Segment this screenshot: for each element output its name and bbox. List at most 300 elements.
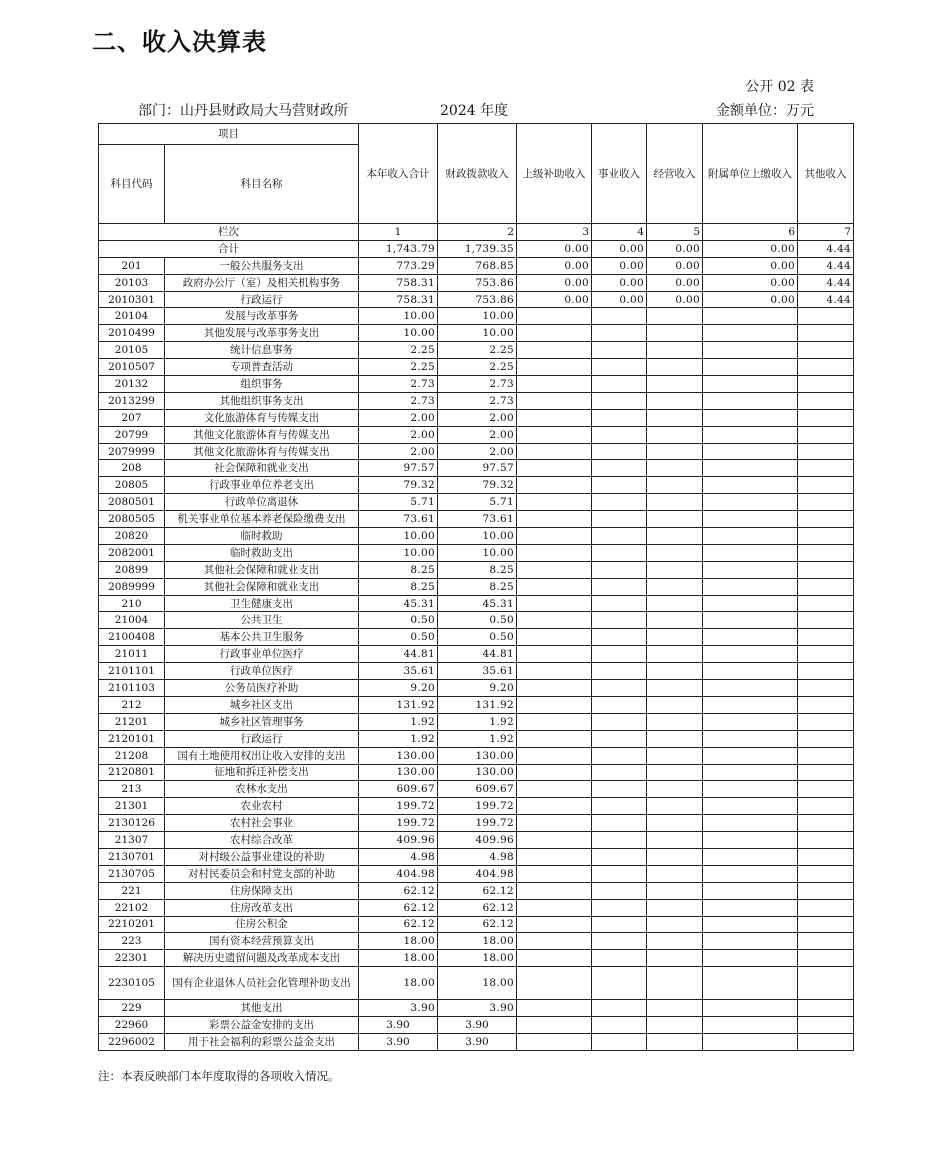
- row-value-4: [592, 730, 647, 747]
- row-value-2: 8.25: [438, 561, 517, 578]
- row-value-4: [592, 325, 647, 342]
- row-name: 城乡社区支出: [165, 696, 359, 713]
- row-value-4: [592, 392, 647, 409]
- row-code: 2082001: [99, 544, 165, 561]
- row-value-7: [798, 747, 854, 764]
- row-value-3: [517, 713, 592, 730]
- table-row: [99, 865, 854, 882]
- row-value-7: [798, 848, 854, 865]
- table-row: [99, 578, 854, 595]
- row-value-6: [703, 967, 798, 1000]
- row-value-4: [592, 544, 647, 561]
- row-code: 2120801: [99, 764, 165, 781]
- row-value-5: [647, 680, 703, 697]
- row-value-7: [798, 494, 854, 511]
- row-value-6: [703, 460, 798, 477]
- row-value-1: 79.32: [359, 477, 438, 494]
- row-code: 20799: [99, 426, 165, 443]
- row-value-2: 2.00: [438, 443, 517, 460]
- page-title: 二、收入决算表: [92, 28, 267, 56]
- total-value-3: 0.00: [517, 240, 592, 257]
- header-col-3: 上级补助收入: [517, 124, 592, 224]
- row-value-4: [592, 933, 647, 950]
- row-value-2: 130.00: [438, 747, 517, 764]
- row-value-3: [517, 477, 592, 494]
- row-value-4: [592, 916, 647, 933]
- row-value-4: 0.00: [592, 257, 647, 274]
- row-name: 机关事业单位基本养老保险缴费支出: [165, 511, 359, 528]
- row-value-5: [647, 308, 703, 325]
- row-name: 国有土地使用权出让收入安排的支出: [165, 747, 359, 764]
- row-value-7: [798, 899, 854, 916]
- row-value-2: 2.25: [438, 359, 517, 376]
- total-value-1: 1,743.79: [359, 240, 438, 257]
- row-name: 统计信息事务: [165, 342, 359, 359]
- row-value-2: 409.96: [438, 832, 517, 849]
- footnote: 注：本表反映部门本年度取得的各项收入情况。: [98, 1069, 340, 1083]
- row-code: 20805: [99, 477, 165, 494]
- row-value-5: 0.00: [647, 274, 703, 291]
- header-col-1: 本年收入合计: [359, 124, 438, 224]
- row-value-1: 2.73: [359, 392, 438, 409]
- table-row: [99, 815, 854, 832]
- row-value-2: 1.92: [438, 730, 517, 747]
- row-code: 2230105: [99, 967, 165, 1000]
- row-name: 行政运行: [165, 291, 359, 308]
- row-value-1: 3.90: [359, 1033, 438, 1050]
- row-value-2: 35.61: [438, 663, 517, 680]
- row-value-7: [798, 443, 854, 460]
- row-value-6: [703, 832, 798, 849]
- table-body: [99, 257, 854, 1050]
- row-value-6: [703, 663, 798, 680]
- row-value-6: [703, 680, 798, 697]
- row-code: 20104: [99, 308, 165, 325]
- row-value-1: 18.00: [359, 933, 438, 950]
- row-value-1: 3.90: [359, 1017, 438, 1034]
- row-value-5: [647, 899, 703, 916]
- row-value-5: [647, 933, 703, 950]
- row-value-6: [703, 1033, 798, 1050]
- row-value-6: [703, 781, 798, 798]
- table-row: [99, 426, 854, 443]
- row-value-1: 10.00: [359, 325, 438, 342]
- row-value-6: [703, 933, 798, 950]
- table-row: [99, 477, 854, 494]
- row-value-5: [647, 1000, 703, 1017]
- row-value-1: 130.00: [359, 747, 438, 764]
- row-value-2: 62.12: [438, 916, 517, 933]
- row-value-5: [647, 730, 703, 747]
- row-value-4: 0.00: [592, 274, 647, 291]
- row-value-6: [703, 916, 798, 933]
- row-value-3: [517, 882, 592, 899]
- row-value-4: [592, 426, 647, 443]
- row-code: 2120101: [99, 730, 165, 747]
- row-value-6: [703, 798, 798, 815]
- row-value-1: 10.00: [359, 528, 438, 545]
- row-value-7: [798, 477, 854, 494]
- row-code: 2089999: [99, 578, 165, 595]
- row-value-3: [517, 325, 592, 342]
- row-name: 行政运行: [165, 730, 359, 747]
- row-value-5: [647, 561, 703, 578]
- row-value-6: [703, 1017, 798, 1034]
- row-value-1: 10.00: [359, 544, 438, 561]
- table-row: [99, 325, 854, 342]
- row-value-5: [647, 848, 703, 865]
- row-value-4: [592, 409, 647, 426]
- row-code: 2296002: [99, 1033, 165, 1050]
- row-value-7: [798, 696, 854, 713]
- row-code: 2010507: [99, 359, 165, 376]
- row-value-1: 5.71: [359, 494, 438, 511]
- row-value-4: 0.00: [592, 291, 647, 308]
- row-value-6: [703, 494, 798, 511]
- row-value-4: [592, 460, 647, 477]
- row-code: 20105: [99, 342, 165, 359]
- row-value-1: 758.31: [359, 291, 438, 308]
- row-value-6: [703, 646, 798, 663]
- row-value-7: [798, 1000, 854, 1017]
- row-value-3: [517, 680, 592, 697]
- row-value-2: 199.72: [438, 815, 517, 832]
- row-code: 21004: [99, 612, 165, 629]
- row-value-7: [798, 578, 854, 595]
- row-value-1: 2.00: [359, 426, 438, 443]
- row-value-7: [798, 950, 854, 967]
- row-value-2: 768.85: [438, 257, 517, 274]
- row-value-7: [798, 832, 854, 849]
- row-value-4: [592, 561, 647, 578]
- row-value-2: 609.67: [438, 781, 517, 798]
- row-value-3: [517, 595, 592, 612]
- total-label: 合计: [99, 240, 359, 257]
- row-value-6: [703, 477, 798, 494]
- row-value-5: [647, 528, 703, 545]
- row-value-2: 10.00: [438, 325, 517, 342]
- row-value-4: [592, 713, 647, 730]
- row-name: 其他社会保障和就业支出: [165, 578, 359, 595]
- row-name: 行政事业单位养老支出: [165, 477, 359, 494]
- row-value-1: 0.50: [359, 612, 438, 629]
- row-code: 22102: [99, 899, 165, 916]
- row-value-1: 130.00: [359, 764, 438, 781]
- row-value-6: [703, 359, 798, 376]
- row-value-7: [798, 561, 854, 578]
- row-value-5: [647, 544, 703, 561]
- row-value-5: [647, 663, 703, 680]
- row-value-1: 10.00: [359, 308, 438, 325]
- row-value-7: [798, 544, 854, 561]
- row-value-6: [703, 544, 798, 561]
- row-value-3: [517, 781, 592, 798]
- row-value-1: 3.90: [359, 1000, 438, 1017]
- row-value-4: [592, 832, 647, 849]
- row-value-5: [647, 696, 703, 713]
- row-value-3: [517, 798, 592, 815]
- row-value-4: [592, 1017, 647, 1034]
- row-value-5: [647, 781, 703, 798]
- row-value-3: [517, 967, 592, 1000]
- row-value-3: [517, 696, 592, 713]
- row-value-6: [703, 392, 798, 409]
- table-row: [99, 1000, 854, 1017]
- row-value-2: 44.81: [438, 646, 517, 663]
- row-value-2: 8.25: [438, 578, 517, 595]
- row-value-2: 753.86: [438, 274, 517, 291]
- row-value-2: 73.61: [438, 511, 517, 528]
- row-value-7: 4.44: [798, 291, 854, 308]
- row-value-7: [798, 409, 854, 426]
- row-value-5: [647, 865, 703, 882]
- row-value-3: [517, 1033, 592, 1050]
- row-value-1: 773.29: [359, 257, 438, 274]
- row-value-5: [647, 1033, 703, 1050]
- row-value-4: [592, 1000, 647, 1017]
- row-code: 2013299: [99, 392, 165, 409]
- table-row: [99, 257, 854, 274]
- row-name: 其他发展与改革事务支出: [165, 325, 359, 342]
- row-value-4: [592, 629, 647, 646]
- row-value-5: [647, 747, 703, 764]
- row-value-2: 45.31: [438, 595, 517, 612]
- row-value-7: [798, 511, 854, 528]
- row-value-6: [703, 376, 798, 393]
- column-no-2: 2: [438, 224, 517, 241]
- row-code: 21201: [99, 713, 165, 730]
- row-value-4: [592, 680, 647, 697]
- row-value-3: [517, 359, 592, 376]
- row-code: 223: [99, 933, 165, 950]
- row-value-1: 2.00: [359, 443, 438, 460]
- row-value-3: [517, 1017, 592, 1034]
- row-value-2: 404.98: [438, 865, 517, 882]
- row-code: 21301: [99, 798, 165, 815]
- row-name: 临时救助: [165, 528, 359, 545]
- row-value-1: 44.81: [359, 646, 438, 663]
- table-row: [99, 544, 854, 561]
- row-name: 公共卫生: [165, 612, 359, 629]
- row-value-6: 0.00: [703, 274, 798, 291]
- row-value-4: [592, 899, 647, 916]
- row-value-3: 0.00: [517, 274, 592, 291]
- table-row: [99, 595, 854, 612]
- row-value-7: [798, 730, 854, 747]
- row-name: 对村民委员会和村党支部的补助: [165, 865, 359, 882]
- row-value-5: [647, 815, 703, 832]
- header-name: 科目名称: [165, 145, 359, 224]
- row-value-2: 4.98: [438, 848, 517, 865]
- income-table: [98, 123, 854, 1051]
- row-value-5: [647, 477, 703, 494]
- row-value-6: [703, 629, 798, 646]
- row-value-5: 0.00: [647, 257, 703, 274]
- row-value-1: 2.25: [359, 359, 438, 376]
- row-code: 212: [99, 696, 165, 713]
- row-value-2: 2.73: [438, 376, 517, 393]
- table-row: [99, 916, 854, 933]
- table-row: [99, 409, 854, 426]
- row-value-6: 0.00: [703, 291, 798, 308]
- row-value-1: 45.31: [359, 595, 438, 612]
- row-name: 其他支出: [165, 1000, 359, 1017]
- row-name: 住房改革支出: [165, 899, 359, 916]
- row-value-5: [647, 713, 703, 730]
- row-value-1: 2.00: [359, 409, 438, 426]
- row-value-1: 404.98: [359, 865, 438, 882]
- row-value-2: 0.50: [438, 629, 517, 646]
- row-value-1: 1.92: [359, 713, 438, 730]
- row-code: 207: [99, 409, 165, 426]
- row-value-6: [703, 595, 798, 612]
- row-value-6: [703, 713, 798, 730]
- row-value-6: [703, 815, 798, 832]
- row-value-5: [647, 494, 703, 511]
- row-name: 行政单位医疗: [165, 663, 359, 680]
- total-value-5: 0.00: [647, 240, 703, 257]
- row-value-5: [647, 443, 703, 460]
- row-value-2: 62.12: [438, 899, 517, 916]
- row-value-4: [592, 646, 647, 663]
- row-value-7: [798, 342, 854, 359]
- row-value-5: [647, 882, 703, 899]
- table-row: [99, 342, 854, 359]
- row-value-1: 199.72: [359, 815, 438, 832]
- row-value-3: [517, 646, 592, 663]
- row-value-6: [703, 426, 798, 443]
- row-value-5: [647, 612, 703, 629]
- row-value-3: 0.00: [517, 257, 592, 274]
- row-value-2: 130.00: [438, 764, 517, 781]
- row-value-4: [592, 663, 647, 680]
- row-value-6: [703, 325, 798, 342]
- total-value-6: 0.00: [703, 240, 798, 257]
- table-row: [99, 528, 854, 545]
- row-name: 行政单位离退休: [165, 494, 359, 511]
- row-name: 专项普查活动: [165, 359, 359, 376]
- row-value-2: 18.00: [438, 950, 517, 967]
- row-value-7: [798, 308, 854, 325]
- row-value-2: 10.00: [438, 308, 517, 325]
- row-value-4: [592, 359, 647, 376]
- row-value-3: [517, 426, 592, 443]
- row-value-6: [703, 342, 798, 359]
- table-row: [99, 747, 854, 764]
- row-code: 2080505: [99, 511, 165, 528]
- row-value-1: 2.25: [359, 342, 438, 359]
- row-name: 对村级公益事业建设的补助: [165, 848, 359, 865]
- row-code: 213: [99, 781, 165, 798]
- row-value-5: [647, 325, 703, 342]
- row-value-5: [647, 950, 703, 967]
- row-value-6: [703, 950, 798, 967]
- row-name: 住房公积金: [165, 916, 359, 933]
- row-value-7: [798, 376, 854, 393]
- row-value-5: [647, 460, 703, 477]
- row-value-2: 3.90: [438, 1000, 517, 1017]
- row-value-2: 2.25: [438, 342, 517, 359]
- row-value-6: [703, 409, 798, 426]
- row-code: 210: [99, 595, 165, 612]
- row-value-1: 9.20: [359, 680, 438, 697]
- row-value-3: [517, 899, 592, 916]
- row-value-4: [592, 612, 647, 629]
- header-col-2: 财政拨款收入: [438, 124, 517, 224]
- form-code: 公开 02 表: [745, 79, 814, 95]
- row-value-5: [647, 832, 703, 849]
- row-name: 彩票公益金安排的支出: [165, 1017, 359, 1034]
- row-value-6: [703, 747, 798, 764]
- total-value-4: 0.00: [592, 240, 647, 257]
- row-value-4: [592, 747, 647, 764]
- row-value-2: 18.00: [438, 933, 517, 950]
- row-code: 221: [99, 882, 165, 899]
- row-code: 229: [99, 1000, 165, 1017]
- row-value-4: [592, 696, 647, 713]
- row-code: 2101103: [99, 680, 165, 697]
- row-value-7: [798, 882, 854, 899]
- row-value-3: [517, 392, 592, 409]
- row-value-7: [798, 359, 854, 376]
- row-value-5: 0.00: [647, 291, 703, 308]
- row-name: 临时救助支出: [165, 544, 359, 561]
- row-name: 政府办公厅（室）及相关机构事务: [165, 274, 359, 291]
- header-col-6: 附属单位上缴收入: [703, 124, 798, 224]
- table-row: [99, 359, 854, 376]
- row-value-6: [703, 443, 798, 460]
- row-value-1: 73.61: [359, 511, 438, 528]
- row-value-5: [647, 426, 703, 443]
- table-row: [99, 781, 854, 798]
- row-name: 其他社会保障和就业支出: [165, 561, 359, 578]
- row-value-4: [592, 967, 647, 1000]
- table-row: [99, 1033, 854, 1050]
- row-value-2: 9.20: [438, 680, 517, 697]
- unit-label: 金额单位：万元: [716, 103, 814, 119]
- row-value-4: [592, 798, 647, 815]
- row-name: 行政事业单位医疗: [165, 646, 359, 663]
- row-name: 用于社会福利的彩票公益金支出: [165, 1033, 359, 1050]
- row-value-4: [592, 443, 647, 460]
- table-row: [99, 680, 854, 697]
- row-value-4: [592, 764, 647, 781]
- row-name: 公务员医疗补助: [165, 680, 359, 697]
- row-value-4: [592, 848, 647, 865]
- table-row: [99, 460, 854, 477]
- row-value-4: [592, 528, 647, 545]
- row-code: 2130701: [99, 848, 165, 865]
- row-value-5: [647, 342, 703, 359]
- row-value-2: 5.71: [438, 494, 517, 511]
- row-value-2: 2.73: [438, 392, 517, 409]
- row-value-3: [517, 747, 592, 764]
- row-name: 社会保障和就业支出: [165, 460, 359, 477]
- row-value-7: 4.44: [798, 257, 854, 274]
- meta-row: [138, 100, 814, 120]
- row-value-3: [517, 528, 592, 545]
- table-row: [99, 561, 854, 578]
- table-row: [99, 376, 854, 393]
- table-row: [99, 1017, 854, 1034]
- table-row: [99, 274, 854, 291]
- row-value-1: 0.50: [359, 629, 438, 646]
- row-value-6: [703, 511, 798, 528]
- table-row: [99, 764, 854, 781]
- row-value-2: 79.32: [438, 477, 517, 494]
- row-value-2: 62.12: [438, 882, 517, 899]
- row-code: 21011: [99, 646, 165, 663]
